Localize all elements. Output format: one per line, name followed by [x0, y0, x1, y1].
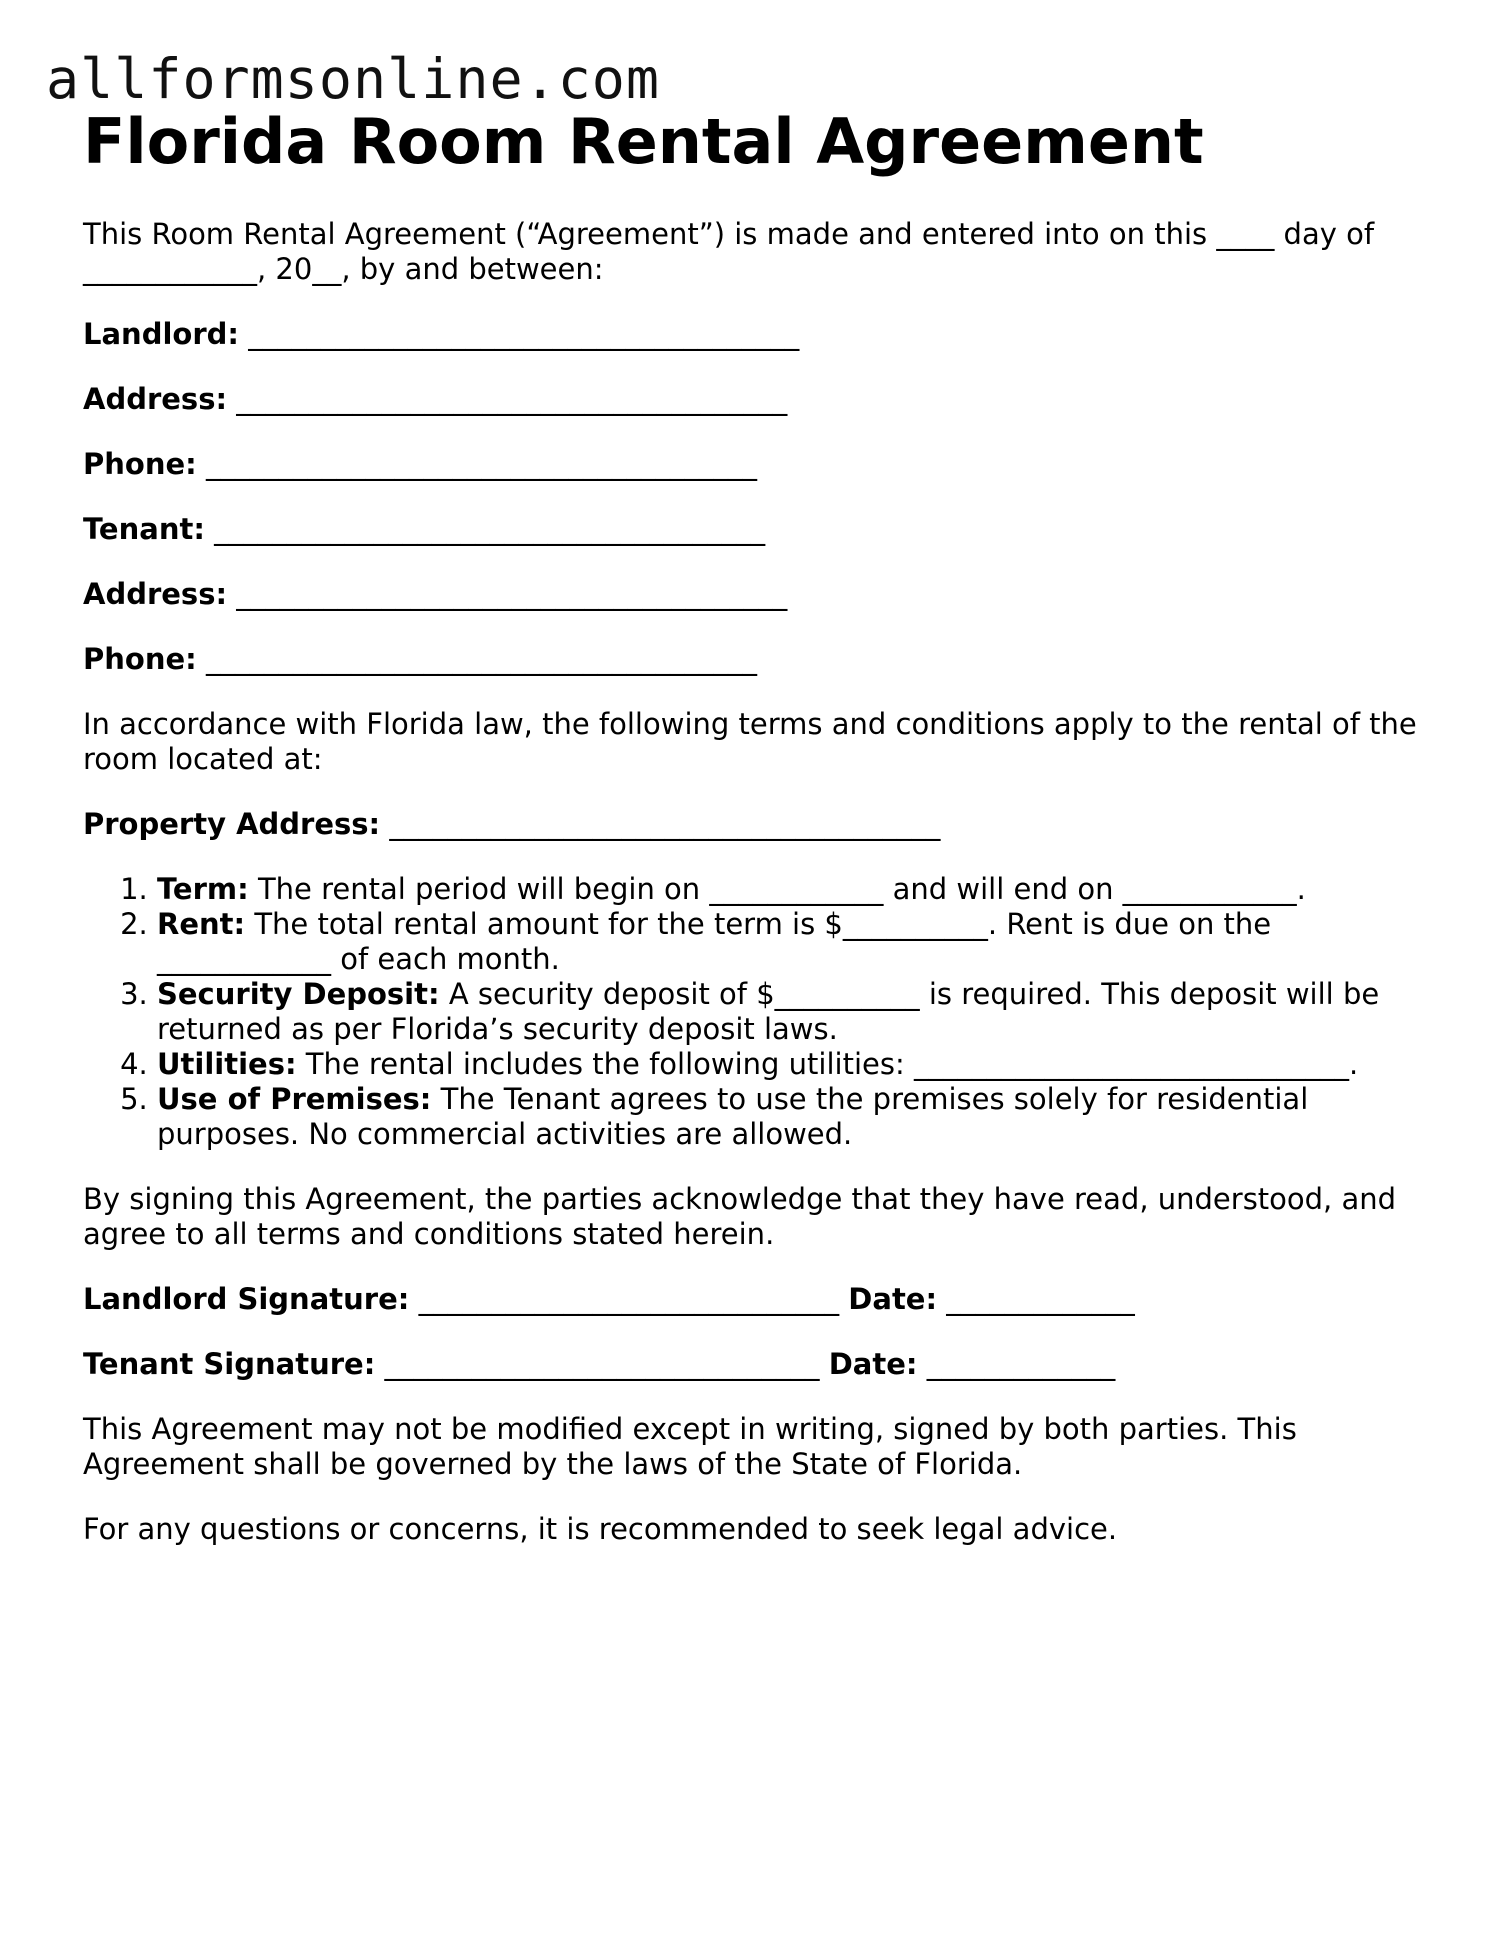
tenant-signature-line	[83, 1347, 1433, 1382]
field-label: Property Address:	[83, 807, 381, 841]
field-label: Phone:	[83, 642, 197, 676]
landlord-field	[83, 317, 1433, 352]
field-label: Landlord:	[83, 317, 239, 351]
landlord-address-field	[83, 382, 1433, 417]
landlord-signature-blank[interactable]: _____________________________	[418, 1282, 840, 1316]
landlord-phone-blank[interactable]: ______________________________________	[205, 447, 757, 481]
term-label: Use of Premises:	[157, 1082, 432, 1116]
list-item	[157, 872, 1433, 907]
page-title: Florida Room Rental Agreement	[83, 105, 1204, 178]
intro-paragraph: This Room Rental Agreement (“Agreement”) is made and entered into on this ____ day of ____________, 20__, by and between:	[83, 217, 1375, 286]
landlord-blank[interactable]: ______________________________________	[248, 317, 800, 351]
field-label: Tenant:	[83, 512, 205, 546]
term-label: Security Deposit:	[157, 977, 440, 1011]
tenant-date-blank[interactable]: _____________	[926, 1347, 1116, 1381]
date-label: Date:	[828, 1347, 918, 1381]
landlord-phone-field	[83, 447, 1433, 482]
property-address-field	[83, 807, 1433, 842]
term-label: Rent:	[157, 907, 246, 941]
landlord-signature-line	[83, 1282, 1433, 1317]
landlord-date-blank[interactable]: _____________	[946, 1282, 1135, 1316]
list-item	[157, 977, 1433, 1047]
list-item	[157, 907, 1433, 977]
tenant-phone-field	[83, 642, 1433, 677]
document-body	[83, 103, 1433, 1547]
property-address-blank[interactable]: ______________________________________	[389, 807, 941, 841]
date-label: Date:	[848, 1282, 938, 1316]
watermark-logo: allformsonline.com	[46, 47, 661, 111]
tenant-blank[interactable]: ______________________________________	[214, 512, 766, 546]
tenant-phone-blank[interactable]: ______________________________________	[205, 642, 757, 676]
term-label: Utilities:	[157, 1047, 297, 1081]
tenant-address-field	[83, 577, 1433, 612]
term-text: A security deposit of $__________ is required. This deposit will be returned as per Florida’s security deposit laws.	[157, 977, 1380, 1046]
advice-paragraph: For any questions or concerns, it is recommended to seek legal advice.	[83, 1512, 1118, 1546]
tenant-address-blank[interactable]: ______________________________________	[236, 577, 788, 611]
term-text: The Tenant agrees to use the premises solely for residential purposes. No commercial activities are allowed.	[157, 1082, 1309, 1151]
terms-list	[83, 872, 1433, 1152]
field-label: Address:	[83, 382, 228, 416]
landlord-address-blank[interactable]: ______________________________________	[236, 382, 788, 416]
term-text: The rental includes the following utilities: ______________________________.	[305, 1047, 1359, 1081]
term-text: The rental period will begin on ____________ and will end on ____________.	[257, 872, 1306, 906]
modification-paragraph: This Agreement may not be modified except in writing, signed by both parties. This Agreement shall be governed by the laws of the State of Florida.	[83, 1412, 1297, 1481]
field-label: Phone:	[83, 447, 197, 481]
tenant-field	[83, 512, 1433, 547]
term-text: The total rental amount for the term is $__________. Rent is due on the ____________ of each month.	[157, 907, 1272, 976]
term-label: Term:	[157, 872, 249, 906]
list-item	[157, 1047, 1433, 1082]
tenant-signature-blank[interactable]: ______________________________	[384, 1347, 820, 1381]
signature-label: Landlord Signature:	[83, 1282, 410, 1316]
list-item	[157, 1082, 1433, 1152]
signature-label: Tenant Signature:	[83, 1347, 376, 1381]
field-label: Address:	[83, 577, 228, 611]
accordance-paragraph: In accordance with Florida law, the following terms and conditions apply to the rental of the room located at:	[83, 707, 1417, 776]
acknowledge-paragraph: By signing this Agreement, the parties acknowledge that they have read, understood, and agree to all terms and conditions stated herein.	[83, 1182, 1397, 1251]
